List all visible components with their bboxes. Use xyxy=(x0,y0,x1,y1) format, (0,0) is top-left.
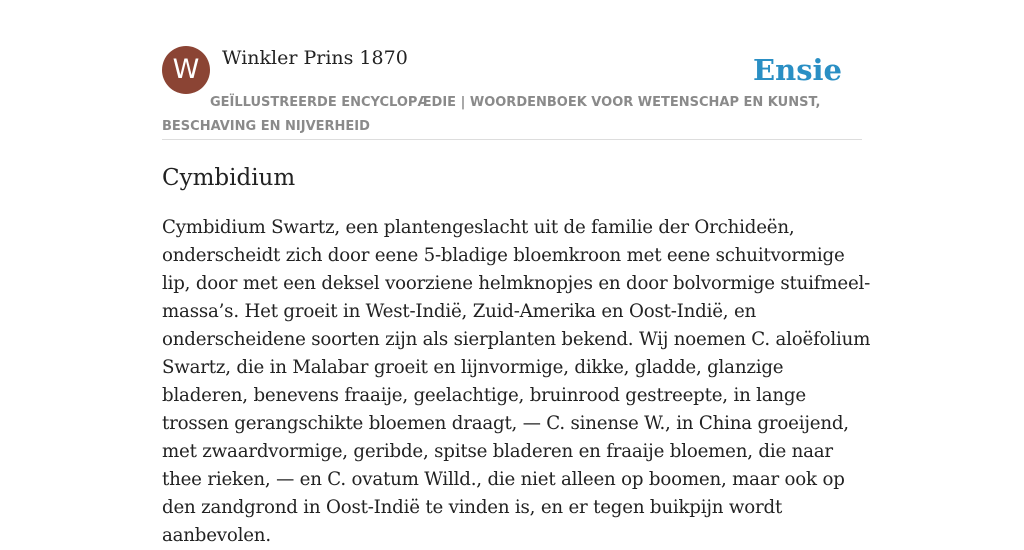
source-title[interactable]: Winkler Prins 1870 xyxy=(222,47,408,69)
header-divider xyxy=(162,139,862,140)
source-subtitle: GEÏLLUSTREERDE ENCYCLOPÆDIE | WOORDENBOEK VOOR WETENSCHAP EN KUNST, BESCHAVING EN NIJVERHEID xyxy=(162,95,821,134)
entry-body: Cymbidium Swartz, een plantengeslacht uit de familie der Orchideën, onderscheidt zich door eene 5-bladige bloemkroon met eene schuitvormige lip, door met een deksel voorziene helmknopjes en door bolvormige stuifmeel-massa’s. Het groeit in West-Indië, Zuid-Amerika en Oost-Indië, en onderscheidene soorten zijn als sierplanten bekend. Wij noemen C. aloëfolium Swartz, die in Malabar groeit en lijnvormige, dikke, gladde, glanzige bladeren, benevens fraaije, geelachtige, bruinrood gestreepte, in lange trossen gerangschikte bloemen draagt, — C. sinense W., in China groeijend, met zwaardvormige, geribde, spitse bladeren en fraaije bloemen, die naar thee rieken, — en C. ovatum Willd., die niet alleen op boomen, maar ook op den zandgrond in Oost-Indië te vinden is, en er tegen buikpijn wordt aanbevolen. xyxy=(162,217,871,546)
source-avatar[interactable]: W xyxy=(162,46,210,94)
brand-logo[interactable]: Ensie xyxy=(753,53,842,87)
entry-title: Cymbidium xyxy=(162,165,296,191)
